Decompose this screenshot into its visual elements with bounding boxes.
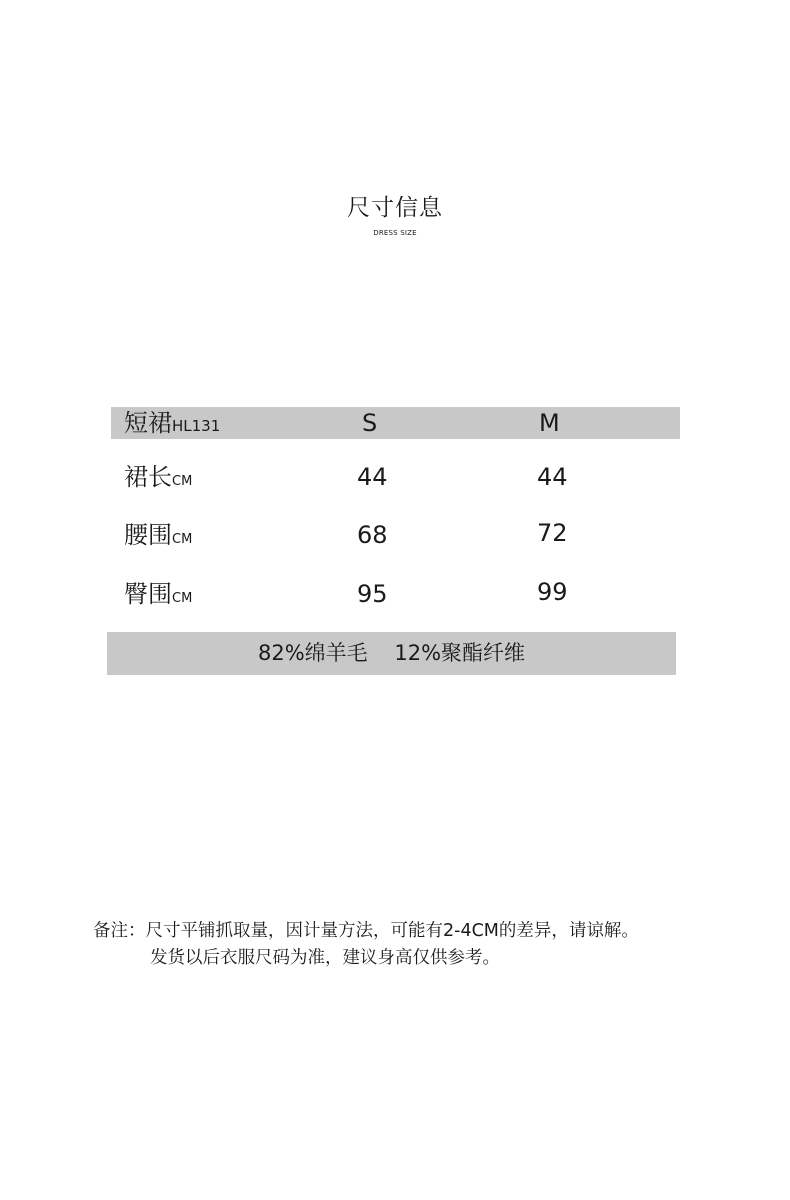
row-label-text: 臀围 bbox=[124, 580, 172, 608]
fabric-composition: 82%绵羊毛 12%聚酯纤维 bbox=[107, 632, 676, 675]
table-cell-value: 68 bbox=[357, 521, 388, 549]
table-header-size-s: S bbox=[362, 409, 378, 437]
product-code: HL131 bbox=[172, 417, 221, 435]
page-title: 尺寸信息 bbox=[347, 195, 443, 221]
row-unit: CM bbox=[172, 532, 193, 547]
table-row-label bbox=[124, 461, 192, 498]
page-subtitle: DRESS SIZE bbox=[373, 229, 417, 237]
table-cell-value: 44 bbox=[357, 463, 388, 491]
row-unit: CM bbox=[172, 474, 193, 489]
note-line-1: 备注：尺寸平铺抓取量，因计量方法，可能有2-4CM的差异，请谅解。 bbox=[93, 921, 639, 941]
table-row-label bbox=[124, 578, 192, 615]
row-label-text: 裙长 bbox=[124, 463, 172, 491]
table-row-label bbox=[124, 519, 192, 556]
table-cell-value: 44 bbox=[537, 463, 568, 491]
table-cell-value: 95 bbox=[357, 580, 388, 608]
product-name: 短裙 bbox=[124, 409, 172, 437]
table-cell-value: 72 bbox=[537, 519, 568, 547]
row-unit: CM bbox=[172, 591, 193, 606]
row-label-text: 腰围 bbox=[124, 521, 172, 549]
table-header-product bbox=[124, 407, 220, 442]
table-header-size-m: M bbox=[539, 409, 560, 437]
table-cell-value: 99 bbox=[537, 578, 568, 606]
note-line-2: 发货以后衣服尺码为准，建议身高仅供参考。 bbox=[150, 948, 500, 968]
